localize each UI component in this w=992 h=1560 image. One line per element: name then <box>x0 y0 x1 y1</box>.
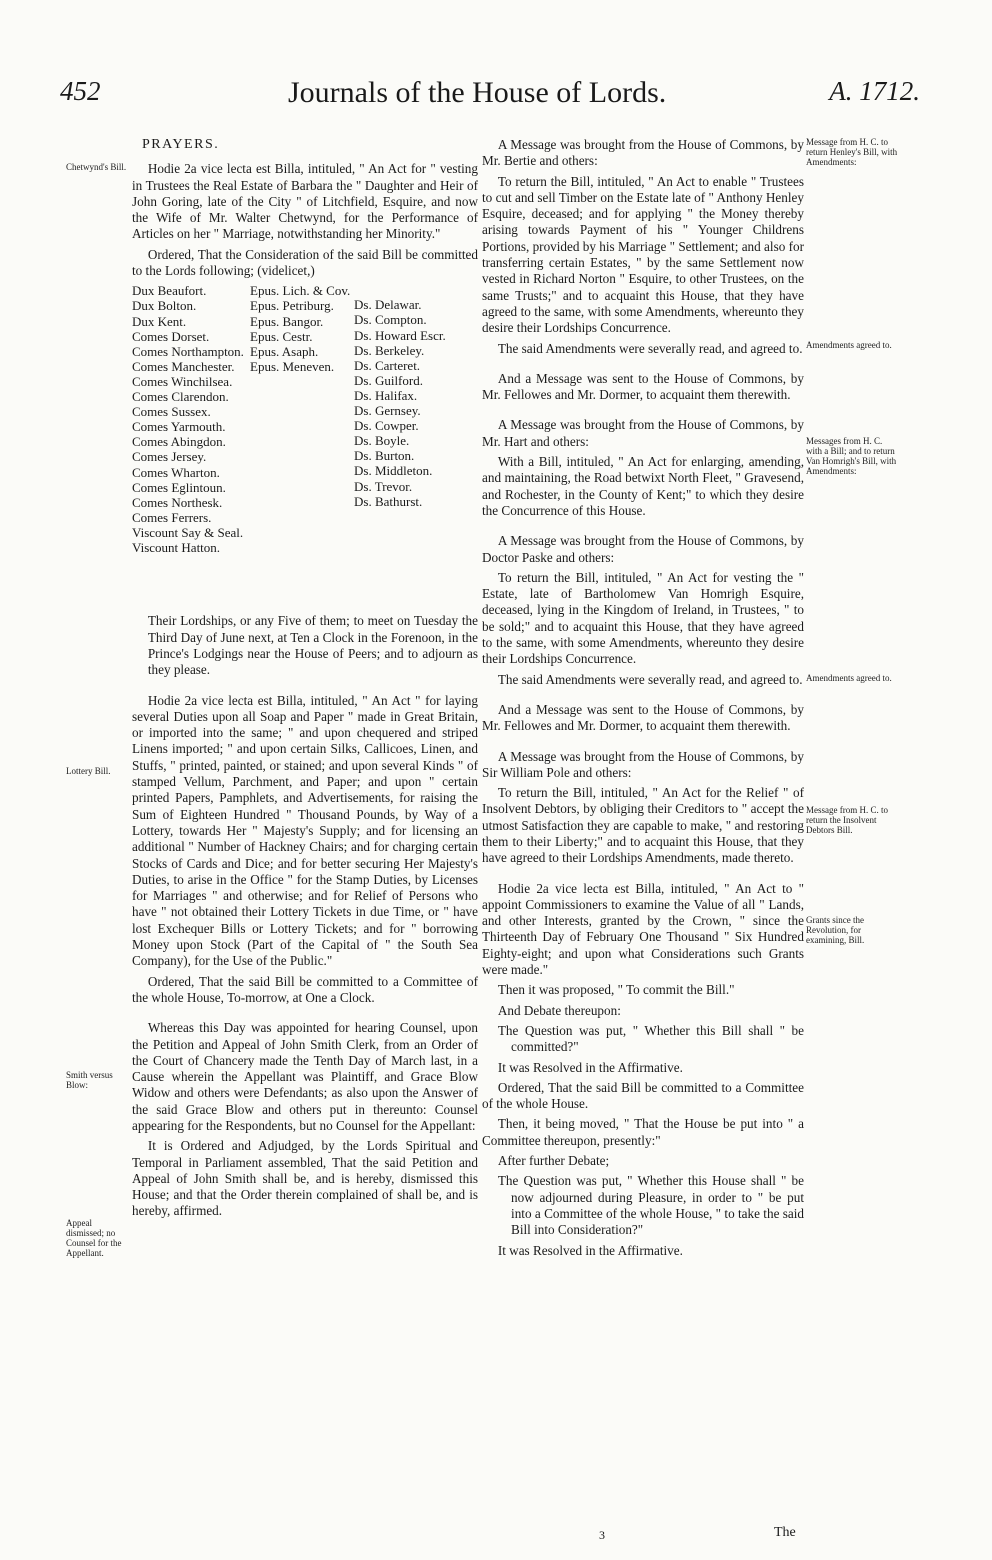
committee-lord: Comes Sussex. <box>132 404 211 420</box>
margin-note-debtors: Message from H. C. to return the Insolvent Debtors Bill. <box>806 805 888 835</box>
committee-lord: Epus. Lich. & Cov. <box>250 283 351 299</box>
margin-note-henley: Message from H. C. to return Henley's Bill, with Amendments: <box>806 137 898 167</box>
committee-lord: Comes Dorset. <box>132 328 210 344</box>
committee-lord: Comes Abingdon. <box>132 434 226 450</box>
committee-lords-list <box>132 283 478 607</box>
committee-lord: Comes Clarendon. <box>132 389 229 405</box>
debtors-bill-return: To return the Bill, intituled, " An Act for the Relief " of Insolvent Debtors, by obliging their Creditors to " accept the utmost Satisfaction they are capable to make, " and restoring them to their Liberty;" and to acquaint this House, that they have agreed to their Lordships Amendments, made thereto. <box>482 785 804 866</box>
committee-lord: Ds. Gernsey. <box>354 403 421 419</box>
committee-lord: Ds. Cowper. <box>354 418 419 434</box>
lottery-bill-reading: Hodie 2a vice lecta est Billa, intituled, " An Act " for laying several Duties upon all Soap and Paper " made in Great Britain, or imported into the same; " and upon chequered and striped Linens imported; " and upon certain Silks, Callicoes, Linen, and Stuffs, " printed, painted, or stained; and upon several Kinds " of stamped Vellum, Parchment, and Paper; and upon " certain printed Papers, Pamphlets, and Advertisements, for raising the Sum of Eighteen Hundred " Thousand Pounds, by Way of a Lottery, towards Her " Majesty's Supply; and for licensing an additional " Number of Hackney Chairs; and for charging certain Stocks of Cards and Dice; and for better securing Her Majesty's Duties, to arise in the Office " for the Stamp Duties, by Licenses for Marriages " and otherwise; and for Relief of Persons who have " not obtained their Lottery Tickets in due Time, or " have lost Exchequer Bills or Lottery Tickets; and for " borrowing Money upon Stock (Part of the Capital of " the South Sea Company), for the Use of the Public." <box>132 692 478 969</box>
margin-note-amendments-2: Amendments agreed to. <box>806 673 892 683</box>
motion-committee: Then, it being moved, " That the House be put into " a Committee thereupon, presently:" <box>482 1116 804 1148</box>
committee-meeting-order: Their Lordships, or any Five of them; to meet on Tuesday the Third Day of June next, at Ten a Clock in the Forenoon, in the Prince's Lodgings near the House of Peers; and to adjourn as they please. <box>147 613 478 678</box>
message-bertie: A Message was brought from the House of Commons, by Mr. Bertie and others: <box>482 137 804 169</box>
margin-note-amendments-1: Amendments agreed to. <box>806 340 892 350</box>
running-title: Journals of the House of Lords. <box>288 76 667 109</box>
committee-lord: Epus. Bangor. <box>250 313 324 329</box>
resolved-1: It was Resolved in the Affirmative. <box>497 1059 683 1075</box>
grants-bill-reading: Hodie 2a vice lecta est Billa, intituled, " An Act to " appoint Commissioners to examine the Value of all " Lands, and other Interests, granted by the Crown, " since the Thirteenth Day of February One Thousand " Six Hundred Eighty-eight; and upon what Considerations such Grants were made." <box>482 880 804 978</box>
committee-lord: Ds. Bathurst. <box>354 493 423 509</box>
road-bill: With a Bill, intituled, " An Act for enlarging, amending, and maintaining, the Road betwixt North Fleet, " Gravesend, and Rochester, in the County of Kent;" to which they desire the Concurrence of this House. <box>482 454 804 518</box>
margin-note-chetwynd: Chetwynd's Bill. <box>66 162 127 172</box>
message-pole: A Message was brought from the House of Commons, by Sir William Pole and others: <box>482 748 804 780</box>
message-sent-2: And a Message was sent to the House of Commons, by Mr. Fellowes and Mr. Dormer, to acquaint them therewith. <box>482 701 804 734</box>
margin-note-grants: Grants since the Revolution, for examining, Bill. <box>806 915 865 945</box>
prayers-heading: PRAYERS. <box>142 137 220 152</box>
signature-mark: 3 <box>599 1528 605 1542</box>
amendments-agreed-1: The said Amendments were severally read, and agreed to. <box>497 340 803 356</box>
message-paske: A Message was brought from the House of Commons, by Doctor Paske and others: <box>482 533 804 565</box>
committee-lord: Comes Jersey. <box>132 449 207 465</box>
right-column <box>482 137 804 1263</box>
margin-note-lottery: Lottery Bill. <box>66 766 111 776</box>
committee-lord: Ds. Guilford. <box>354 372 423 388</box>
lords-column-bishops <box>250 283 354 374</box>
debate-1: And Debate thereupon: <box>497 1002 621 1018</box>
lords-column-temporal <box>132 283 250 555</box>
committee-lord: Comes Wharton. <box>132 464 220 480</box>
left-column <box>132 137 478 1224</box>
message-sent-1: And a Message was sent to the House of Commons, by Mr. Fellowes and Mr. Dormer, to acquaint them therewith. <box>482 370 804 403</box>
homrigh-bill-return: To return the Bill, intituled, " An Act for vesting the " Estate, late of Bartholomew Van Homrigh Esquire, deceased, lying in the Kingdom of Ireland, in Trustees, " to be sold;" and to acquaint this House, that they have agreed to the same, with some Amendments, whereunto they desire their Lordships Concurrence. <box>482 569 804 667</box>
committee-lord: Dux Beaufort. <box>132 283 207 299</box>
catchword: The <box>774 1525 796 1540</box>
page-number: 452 <box>60 76 101 106</box>
smith-appeal-hearing: Whereas this Day was appointed for hearing Counsel, upon the Petition and Appeal of John Smith Clerk, from an Order of the Court of Chancery made the Tenth Day of March last, in a Cause wherein the Appellant was Plaintiff, and Grace Blow Widow and others were Defendants; as also upon the Answer of the said Grace Blow and others put in thereunto: Counsel appearing for the Respondents, but no Counsel for the Appellant: <box>132 1020 478 1133</box>
committee-lord: Epus. Asaph. <box>250 343 319 359</box>
committee-lord: Epus. Meneven. <box>250 358 335 374</box>
committee-lord: Ds. Howard Escr. <box>354 327 446 343</box>
question-committed: The Question was put, " Whether this Bill shall " be committed?" <box>497 1022 804 1055</box>
committee-lord: Dux Bolton. <box>132 298 197 314</box>
page-header <box>60 76 920 120</box>
committee-lord: Ds. Carteret. <box>354 357 421 373</box>
committee-lord: Comes Yarmouth. <box>132 419 226 435</box>
committee-lord: Viscount Hatton. <box>132 539 221 555</box>
margin-note-homrigh: Messages from H. C. with a Bill; and to return Van Homrigh's Bill, with Amendments: <box>806 436 897 476</box>
margin-note-appeal: Appeal dismissed; no Counsel for the Appellant. <box>66 1218 122 1258</box>
chetwynd-committee-order: Ordered, That the Consideration of the said Bill be committed to the Lords following; (videlicet,) <box>132 246 478 279</box>
lottery-committee-order: Ordered, That the said Bill be committed to a Committee of the whole House, To-morrow, at One a Clock. <box>132 973 478 1005</box>
resolved-2: It was Resolved in the Affirmative. <box>497 1242 683 1258</box>
committee-lord: Comes Manchester. <box>132 358 235 374</box>
committee-lord: Comes Ferrers. <box>132 509 212 525</box>
committee-lord: Epus. Cestr. <box>250 328 313 344</box>
committee-lord: Dux Kent. <box>132 313 187 329</box>
year-heading: A. 1712. <box>829 76 920 106</box>
committee-lord: Comes Eglintoun. <box>132 479 226 495</box>
committee-lord: Viscount Say & Seal. <box>132 524 244 540</box>
debate-2: After further Debate; <box>497 1153 610 1169</box>
commit-proposal: Then it was proposed, " To commit the Bill." <box>497 982 735 998</box>
committee-lord: Ds. Trevor. <box>354 478 413 494</box>
chetwynd-bill-reading: Hodie 2a vice lecta est Billa, intituled, " An Act for " vesting in Trustees the Real Estate of Barbara the " Daughter and Heir of John Goring, late of the City " of Litchfield, Esquire, and now the Wife of Mr. Walter Chetwynd, for the Performance of Articles on her " Marriage, notwithstanding her Minority." <box>132 161 478 242</box>
committee-lord: Comes Northampton. <box>132 343 244 359</box>
committee-lord: Ds. Delawar. <box>354 297 422 313</box>
committee-lord: Comes Winchilsea. <box>132 373 233 389</box>
grants-committee-order: Ordered, That the said Bill be committed to a Committee of the whole House. <box>482 1079 804 1112</box>
committee-lord: Ds. Compton. <box>354 312 427 328</box>
margin-note-smith: Smith versus Blow: <box>66 1070 113 1090</box>
committee-lord: Ds. Berkeley. <box>354 342 425 358</box>
smith-appeal-judgment: It is Ordered and Adjudged, by the Lords Spiritual and Temporal in Parliament assembled, That the said Petition and Appeal of John Smith shall be, and is hereby, dismissed this House; and that the Order therein complained of shall be, and is hereby, affirmed. <box>132 1138 478 1219</box>
committee-lord: Comes Northesk. <box>132 494 223 510</box>
message-hart: A Message was brought from the House of Commons, by Mr. Hart and others: <box>482 417 804 449</box>
committee-lord: Ds. Boyle. <box>354 433 410 449</box>
committee-lord: Ds. Middleton. <box>354 463 433 479</box>
question-adjourn: The Question was put, " Whether this House shall " be now adjourned during Pleasure, in order to " be put into a Committee of the whole House, " to take the said Bill into Consideration?" <box>497 1173 804 1238</box>
amendments-agreed-2: The said Amendments were severally read, and agreed to. <box>497 671 803 687</box>
committee-lord: Ds. Burton. <box>354 448 415 464</box>
committee-lord: Epus. Petriburg. <box>250 298 334 314</box>
committee-lord: Ds. Halifax. <box>354 387 418 403</box>
lords-column-barons <box>354 297 478 508</box>
henley-bill-return: To return the Bill, intituled, " An Act to enable " Trustees to cut and sell Timber on the Estate late of " Anthony Henley Esquire, deceased; and for applying " the Money thereby arising towards Payment of his " Younger Childrens Portions, provided by his Marriage " Settlement; and also for transferring certain Estates, " by the same Settlement now vested in Richard Norton " Esquire, to other Trustees, on the same Trusts;" and to acquaint this House, that they have agreed to the same, with some Amendments, whereunto they desire their Lordships Concurrence. <box>482 173 804 336</box>
